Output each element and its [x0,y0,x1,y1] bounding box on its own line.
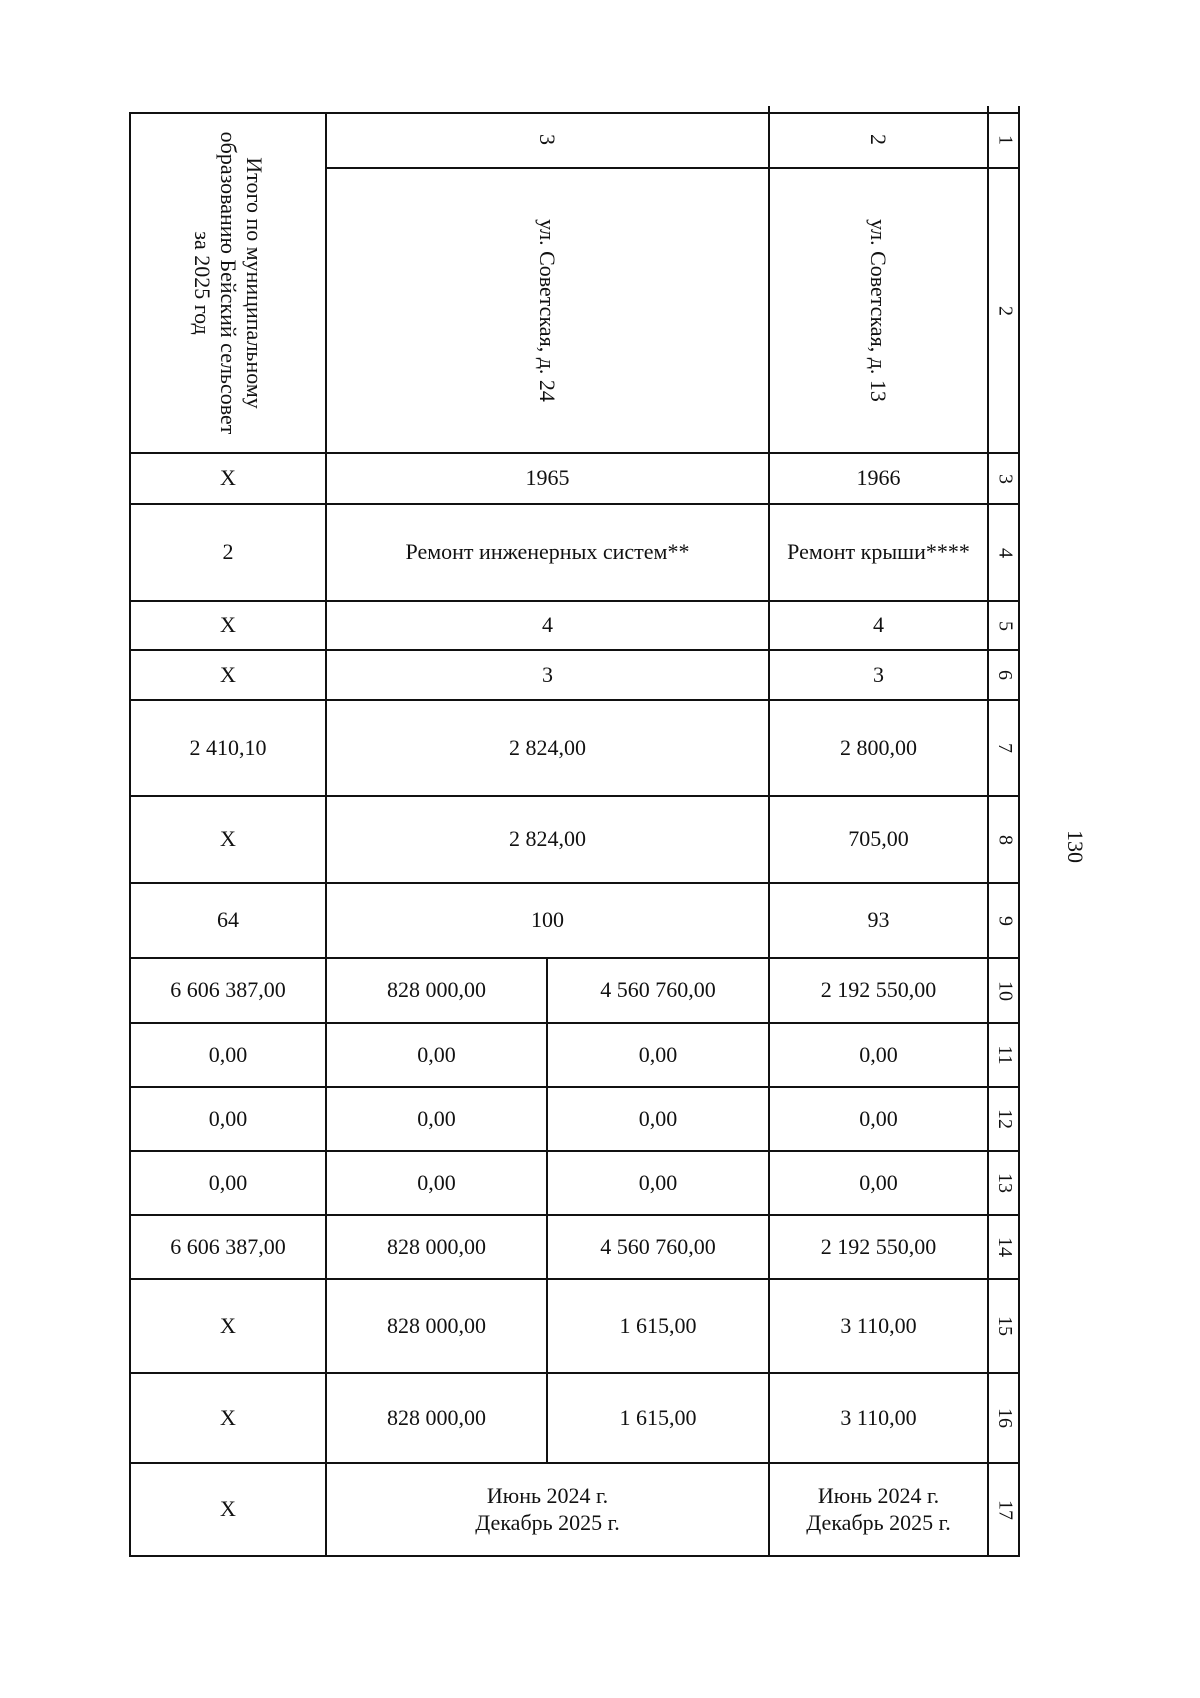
column-number-2: 2 [993,305,1016,316]
row2-wear-percent: 100 [531,907,564,933]
total-cost-budget-2: 0,00 [208,1105,248,1131]
column-number-11: 11 [993,1045,1016,1065]
table-border-bottom [129,1555,1019,1557]
row1-floors: 4 [873,612,884,638]
column-number-17: 17 [993,1499,1016,1520]
total-floors: Х [220,612,236,638]
row1-period: Июнь 2024 г. Декабрь 2025 г. [806,1483,951,1535]
row2-cost-total-a: 828 000,00 [387,977,486,1003]
total-period: Х [220,1496,236,1522]
total-cost-fund: 6 606 387,00 [170,1233,286,1259]
row2-area-total: 2 824,00 [509,734,586,760]
column-number-6: 6 [993,670,1016,680]
row1-cost-budget-3: 0,00 [859,1169,898,1195]
row2-cost-budget-1-a: 0,00 [417,1041,456,1067]
total-wear-percent: 64 [217,907,239,933]
row2-work-type: Ремонт инженерных систем** [405,539,690,565]
column-number-9: 9 [993,915,1016,926]
row2-unit-cost-a: 828 000,00 [387,1312,486,1338]
total-unit-cost: Х [220,1312,236,1338]
row1-year: 1966 [856,465,901,491]
column-number-5: 5 [993,620,1016,631]
row2-cost-budget-3-b: 0,00 [638,1169,678,1195]
row1-unit-limit: 3 110,00 [840,1404,917,1430]
row1-cost-fund: 2 192 550,00 [820,1233,937,1259]
row1-area-total: 2 800,00 [840,734,917,760]
row1-address: ул. Советская, д. 13 [866,219,892,402]
row2-unit-cost-b: 1 615,00 [619,1312,697,1338]
row1-cost-budget-1: 0,00 [859,1041,898,1067]
column-number-15: 15 [993,1316,1016,1336]
row2-unit-limit-a: 828 000,00 [387,1404,486,1430]
row1-unit-cost: 3 110,00 [840,1312,917,1338]
row2-unit-limit-b: 1 615,00 [619,1404,697,1430]
total-entrances: Х [220,661,236,687]
column-number-16: 16 [993,1408,1016,1428]
column-number-3: 3 [993,473,1016,484]
row1-cost-total: 2 192 550,00 [820,977,937,1003]
column-number-10: 10 [993,980,1016,1001]
row2-cost-fund-a: 828 000,00 [387,1233,486,1259]
total-cost-budget-3: 0,00 [208,1169,248,1195]
row2-period: Июнь 2024 г. Декабрь 2025 г. [475,1483,620,1535]
row1-area-work: 705,00 [848,826,909,852]
row1-cost-budget-2: 0,00 [859,1105,898,1131]
page-number: 130 [1063,830,1088,863]
total-year: Х [220,465,236,491]
row2-year: 1965 [525,465,570,491]
total-label: Итого по муниципальному образованию Бейский сельсовет за 2025 год [190,131,267,435]
row2-cost-total-b: 4 560 760,00 [600,977,716,1003]
row1-number: 2 [866,134,892,145]
total-unit-limit: Х [220,1404,236,1430]
total-cost-budget-1: 0,00 [208,1041,248,1067]
total-cost-total: 6 606 387,00 [170,977,286,1003]
total-area-work: Х [220,826,236,852]
column-number-7: 7 [993,743,1016,753]
total-work-type: 2 [222,539,234,565]
row2-cost-fund-b: 4 560 760,00 [600,1233,716,1259]
row2-number: 3 [535,134,561,145]
column-number-12: 12 [993,1109,1016,1129]
row2-area-work: 2 824,00 [509,826,586,852]
column-number-1: 1 [993,134,1016,145]
row2-cost-budget-1-b: 0,00 [638,1041,678,1067]
column-number-14: 14 [993,1237,1016,1257]
row2-floors: 4 [542,612,553,638]
column-number-13: 13 [993,1173,1016,1193]
row2-entrances: 3 [542,661,553,687]
column-number-8: 8 [993,834,1016,845]
row1-work-type: Ремонт крыши**** [787,539,970,565]
row2-cost-budget-2-a: 0,00 [417,1105,456,1131]
row2-address: ул. Советская, д. 24 [535,219,561,402]
row1-wear-percent: 93 [867,907,890,933]
total-area-total: 2 410,10 [189,734,267,760]
column-number-4: 4 [993,547,1016,558]
row1-entrances: 3 [873,661,884,687]
row2-cost-budget-2-b: 0,00 [638,1105,678,1131]
row2-cost-budget-3-a: 0,00 [417,1169,456,1195]
